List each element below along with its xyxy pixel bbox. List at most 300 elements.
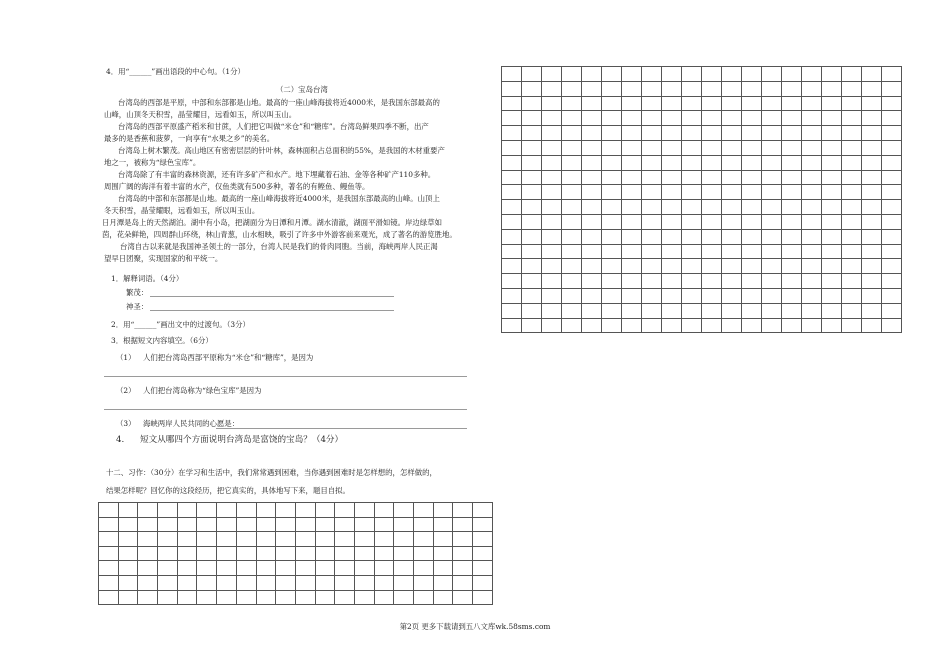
grid-cell[interactable] (355, 532, 375, 547)
grid-cell[interactable] (542, 215, 562, 230)
grid-cell[interactable] (522, 156, 542, 171)
grid-cell[interactable] (622, 319, 642, 334)
grid-cell[interactable] (722, 304, 742, 319)
grid-cell[interactable] (562, 171, 582, 186)
grid-cell[interactable] (622, 200, 642, 215)
grid-cell[interactable] (762, 185, 782, 200)
grid-cell[interactable] (542, 111, 562, 126)
grid-cell[interactable] (138, 532, 158, 547)
grid-cell[interactable] (682, 82, 702, 97)
grid-cell[interactable] (414, 518, 434, 533)
grid-cell[interactable] (702, 82, 722, 97)
grid-cell[interactable] (642, 259, 662, 274)
grid-cell[interactable] (375, 503, 395, 518)
grid-cell[interactable] (99, 503, 119, 518)
grid-cell[interactable] (742, 200, 762, 215)
grid-cell[interactable] (394, 547, 414, 562)
grid-cell[interactable] (662, 82, 682, 97)
grid-cell[interactable] (257, 547, 277, 562)
grid-cell[interactable] (622, 171, 642, 186)
grid-cell[interactable] (237, 518, 257, 533)
grid-cell[interactable] (862, 171, 882, 186)
grid-cell[interactable] (862, 289, 882, 304)
grid-cell[interactable] (522, 319, 542, 334)
grid-cell[interactable] (296, 532, 316, 547)
grid-cell[interactable] (622, 185, 642, 200)
grid-cell[interactable] (602, 200, 622, 215)
grid-cell[interactable] (722, 171, 742, 186)
grid-cell[interactable] (197, 518, 217, 533)
grid-cell[interactable] (522, 215, 542, 230)
grid-cell[interactable] (296, 503, 316, 518)
grid-cell[interactable] (542, 259, 562, 274)
grid-cell[interactable] (562, 67, 582, 82)
grid-cell[interactable] (542, 319, 562, 334)
grid-cell[interactable] (662, 171, 682, 186)
grid-cell[interactable] (562, 259, 582, 274)
grid-cell[interactable] (822, 156, 842, 171)
grid-cell[interactable] (355, 547, 375, 562)
grid-cell[interactable] (138, 503, 158, 518)
grid-cell[interactable] (802, 230, 822, 245)
grid-cell[interactable] (602, 259, 622, 274)
grid-cell[interactable] (782, 171, 802, 186)
grid-cell[interactable] (197, 532, 217, 547)
grid-cell[interactable] (237, 547, 257, 562)
grid-cell[interactable] (582, 156, 602, 171)
grid-cell[interactable] (882, 319, 902, 334)
grid-cell[interactable] (562, 156, 582, 171)
grid-cell[interactable] (642, 141, 662, 156)
grid-cell[interactable] (682, 274, 702, 289)
grid-cell[interactable] (237, 591, 257, 606)
grid-cell[interactable] (276, 532, 296, 547)
grid-cell[interactable] (562, 126, 582, 141)
grid-cell[interactable] (375, 591, 395, 606)
grid-cell[interactable] (762, 171, 782, 186)
grid-cell[interactable] (742, 156, 762, 171)
grid-cell[interactable] (762, 215, 782, 230)
grid-cell[interactable] (582, 185, 602, 200)
grid-cell[interactable] (842, 141, 862, 156)
grid-cell[interactable] (842, 304, 862, 319)
grid-cell[interactable] (522, 245, 542, 260)
grid-cell[interactable] (762, 97, 782, 112)
grid-cell[interactable] (802, 126, 822, 141)
grid-cell[interactable] (197, 561, 217, 576)
grid-cell[interactable] (178, 561, 198, 576)
grid-cell[interactable] (453, 503, 473, 518)
grid-cell[interactable] (562, 289, 582, 304)
grid-cell[interactable] (296, 547, 316, 562)
grid-cell[interactable] (642, 319, 662, 334)
grid-cell[interactable] (99, 518, 119, 533)
composition-grid-right[interactable] (501, 66, 902, 333)
grid-cell[interactable] (842, 67, 862, 82)
grid-cell[interactable] (662, 67, 682, 82)
grid-cell[interactable] (502, 82, 522, 97)
grid-cell[interactable] (502, 185, 522, 200)
grid-cell[interactable] (355, 503, 375, 518)
grid-cell[interactable] (394, 591, 414, 606)
grid-cell[interactable] (762, 274, 782, 289)
grid-cell[interactable] (99, 547, 119, 562)
grid-cell[interactable] (622, 111, 642, 126)
grid-cell[interactable] (682, 259, 702, 274)
grid-cell[interactable] (502, 245, 522, 260)
grid-cell[interactable] (802, 319, 822, 334)
grid-cell[interactable] (178, 547, 198, 562)
grid-cell[interactable] (822, 171, 842, 186)
grid-cell[interactable] (882, 97, 902, 112)
grid-cell[interactable] (602, 230, 622, 245)
grid-cell[interactable] (473, 518, 493, 533)
grid-cell[interactable] (582, 67, 602, 82)
grid-cell[interactable] (502, 289, 522, 304)
grid-cell[interactable] (394, 561, 414, 576)
grid-cell[interactable] (119, 576, 139, 591)
grid-cell[interactable] (276, 503, 296, 518)
grid-cell[interactable] (742, 230, 762, 245)
grid-cell[interactable] (99, 591, 119, 606)
grid-cell[interactable] (822, 185, 842, 200)
grid-cell[interactable] (722, 111, 742, 126)
grid-cell[interactable] (822, 245, 842, 260)
grid-cell[interactable] (453, 518, 473, 533)
grid-cell[interactable] (582, 274, 602, 289)
grid-cell[interactable] (662, 319, 682, 334)
grid-cell[interactable] (702, 156, 722, 171)
grid-cell[interactable] (842, 259, 862, 274)
grid-cell[interactable] (862, 215, 882, 230)
grid-cell[interactable] (434, 561, 454, 576)
grid-cell[interactable] (542, 274, 562, 289)
grid-cell[interactable] (158, 518, 178, 533)
grid-cell[interactable] (434, 518, 454, 533)
grid-cell[interactable] (257, 591, 277, 606)
grid-cell[interactable] (702, 126, 722, 141)
grid-cell[interactable] (702, 185, 722, 200)
answer-line-3-3[interactable] (216, 428, 467, 429)
grid-cell[interactable] (434, 503, 454, 518)
grid-cell[interactable] (602, 97, 622, 112)
grid-cell[interactable] (742, 319, 762, 334)
grid-cell[interactable] (257, 503, 277, 518)
grid-cell[interactable] (702, 274, 722, 289)
grid-cell[interactable] (582, 111, 602, 126)
grid-cell[interactable] (562, 215, 582, 230)
grid-cell[interactable] (582, 126, 602, 141)
grid-cell[interactable] (882, 111, 902, 126)
grid-cell[interactable] (742, 185, 762, 200)
grid-cell[interactable] (602, 274, 622, 289)
grid-cell[interactable] (622, 304, 642, 319)
grid-cell[interactable] (473, 503, 493, 518)
grid-cell[interactable] (158, 503, 178, 518)
grid-cell[interactable] (782, 289, 802, 304)
answer-line-fanmao[interactable] (150, 296, 394, 297)
grid-cell[interactable] (316, 503, 336, 518)
grid-cell[interactable] (217, 503, 237, 518)
grid-cell[interactable] (682, 171, 702, 186)
grid-cell[interactable] (582, 319, 602, 334)
grid-cell[interactable] (522, 185, 542, 200)
grid-cell[interactable] (522, 200, 542, 215)
grid-cell[interactable] (562, 319, 582, 334)
grid-cell[interactable] (722, 200, 742, 215)
grid-cell[interactable] (782, 304, 802, 319)
grid-cell[interactable] (842, 289, 862, 304)
grid-cell[interactable] (502, 111, 522, 126)
grid-cell[interactable] (502, 304, 522, 319)
grid-cell[interactable] (662, 230, 682, 245)
grid-cell[interactable] (99, 576, 119, 591)
grid-cell[interactable] (802, 259, 822, 274)
grid-cell[interactable] (742, 97, 762, 112)
grid-cell[interactable] (722, 141, 742, 156)
grid-cell[interactable] (722, 259, 742, 274)
grid-cell[interactable] (296, 518, 316, 533)
grid-cell[interactable] (355, 561, 375, 576)
grid-cell[interactable] (782, 274, 802, 289)
grid-cell[interactable] (562, 141, 582, 156)
grid-cell[interactable] (119, 547, 139, 562)
grid-cell[interactable] (862, 97, 882, 112)
grid-cell[interactable] (842, 82, 862, 97)
grid-cell[interactable] (522, 289, 542, 304)
grid-cell[interactable] (602, 67, 622, 82)
grid-cell[interactable] (722, 230, 742, 245)
grid-cell[interactable] (882, 245, 902, 260)
grid-cell[interactable] (335, 518, 355, 533)
grid-cell[interactable] (822, 141, 842, 156)
grid-cell[interactable] (662, 126, 682, 141)
grid-cell[interactable] (762, 245, 782, 260)
grid-cell[interactable] (682, 230, 702, 245)
grid-cell[interactable] (582, 289, 602, 304)
grid-cell[interactable] (582, 200, 602, 215)
grid-cell[interactable] (582, 245, 602, 260)
grid-cell[interactable] (642, 304, 662, 319)
grid-cell[interactable] (782, 141, 802, 156)
grid-cell[interactable] (802, 171, 822, 186)
grid-cell[interactable] (394, 503, 414, 518)
grid-cell[interactable] (762, 319, 782, 334)
grid-cell[interactable] (453, 547, 473, 562)
grid-cell[interactable] (702, 111, 722, 126)
grid-cell[interactable] (782, 126, 802, 141)
grid-cell[interactable] (882, 215, 902, 230)
grid-cell[interactable] (138, 576, 158, 591)
grid-cell[interactable] (502, 141, 522, 156)
grid-cell[interactable] (682, 319, 702, 334)
grid-cell[interactable] (762, 111, 782, 126)
grid-cell[interactable] (502, 274, 522, 289)
grid-cell[interactable] (316, 518, 336, 533)
grid-cell[interactable] (842, 97, 862, 112)
grid-cell[interactable] (335, 532, 355, 547)
grid-cell[interactable] (217, 547, 237, 562)
grid-cell[interactable] (542, 97, 562, 112)
grid-cell[interactable] (762, 126, 782, 141)
grid-cell[interactable] (642, 67, 662, 82)
grid-cell[interactable] (414, 561, 434, 576)
grid-cell[interactable] (602, 156, 622, 171)
grid-cell[interactable] (502, 319, 522, 334)
grid-cell[interactable] (642, 156, 662, 171)
grid-cell[interactable] (882, 304, 902, 319)
grid-cell[interactable] (502, 259, 522, 274)
grid-cell[interactable] (119, 532, 139, 547)
grid-cell[interactable] (882, 156, 902, 171)
grid-cell[interactable] (862, 259, 882, 274)
grid-cell[interactable] (582, 230, 602, 245)
grid-cell[interactable] (842, 319, 862, 334)
grid-cell[interactable] (842, 185, 862, 200)
grid-cell[interactable] (842, 215, 862, 230)
grid-cell[interactable] (522, 82, 542, 97)
grid-cell[interactable] (296, 576, 316, 591)
grid-cell[interactable] (762, 304, 782, 319)
grid-cell[interactable] (822, 230, 842, 245)
grid-cell[interactable] (414, 576, 434, 591)
grid-cell[interactable] (473, 591, 493, 606)
grid-cell[interactable] (882, 185, 902, 200)
grid-cell[interactable] (882, 141, 902, 156)
grid-cell[interactable] (642, 230, 662, 245)
grid-cell[interactable] (622, 245, 642, 260)
grid-cell[interactable] (882, 289, 902, 304)
grid-cell[interactable] (434, 576, 454, 591)
grid-cell[interactable] (414, 503, 434, 518)
composition-grid-bottom[interactable] (98, 502, 493, 605)
grid-cell[interactable] (257, 561, 277, 576)
grid-cell[interactable] (682, 185, 702, 200)
grid-cell[interactable] (662, 185, 682, 200)
grid-cell[interactable] (158, 591, 178, 606)
grid-cell[interactable] (522, 304, 542, 319)
grid-cell[interactable] (197, 547, 217, 562)
grid-cell[interactable] (842, 245, 862, 260)
grid-cell[interactable] (602, 245, 622, 260)
grid-cell[interactable] (782, 215, 802, 230)
grid-cell[interactable] (158, 532, 178, 547)
grid-cell[interactable] (375, 518, 395, 533)
grid-cell[interactable] (862, 185, 882, 200)
grid-cell[interactable] (217, 561, 237, 576)
grid-cell[interactable] (842, 200, 862, 215)
grid-cell[interactable] (722, 156, 742, 171)
grid-cell[interactable] (642, 200, 662, 215)
grid-cell[interactable] (276, 591, 296, 606)
grid-cell[interactable] (822, 274, 842, 289)
grid-cell[interactable] (197, 576, 217, 591)
grid-cell[interactable] (502, 215, 522, 230)
grid-cell[interactable] (355, 518, 375, 533)
grid-cell[interactable] (662, 97, 682, 112)
grid-cell[interactable] (502, 126, 522, 141)
grid-cell[interactable] (602, 141, 622, 156)
grid-cell[interactable] (178, 518, 198, 533)
grid-cell[interactable] (394, 518, 414, 533)
grid-cell[interactable] (582, 141, 602, 156)
grid-cell[interactable] (802, 200, 822, 215)
grid-cell[interactable] (237, 503, 257, 518)
grid-cell[interactable] (802, 215, 822, 230)
grid-cell[interactable] (522, 126, 542, 141)
grid-cell[interactable] (722, 245, 742, 260)
grid-cell[interactable] (473, 547, 493, 562)
grid-cell[interactable] (702, 304, 722, 319)
grid-cell[interactable] (702, 67, 722, 82)
grid-cell[interactable] (822, 304, 842, 319)
grid-cell[interactable] (742, 171, 762, 186)
grid-cell[interactable] (562, 185, 582, 200)
grid-cell[interactable] (138, 561, 158, 576)
grid-cell[interactable] (802, 141, 822, 156)
grid-cell[interactable] (682, 245, 702, 260)
grid-cell[interactable] (742, 289, 762, 304)
grid-cell[interactable] (682, 156, 702, 171)
grid-cell[interactable] (882, 230, 902, 245)
grid-cell[interactable] (562, 111, 582, 126)
grid-cell[interactable] (602, 215, 622, 230)
grid-cell[interactable] (622, 215, 642, 230)
grid-cell[interactable] (197, 503, 217, 518)
grid-cell[interactable] (722, 82, 742, 97)
grid-cell[interactable] (682, 200, 702, 215)
grid-cell[interactable] (473, 532, 493, 547)
grid-cell[interactable] (602, 304, 622, 319)
grid-cell[interactable] (375, 547, 395, 562)
grid-cell[interactable] (522, 259, 542, 274)
grid-cell[interactable] (782, 156, 802, 171)
grid-cell[interactable] (682, 304, 702, 319)
grid-cell[interactable] (642, 274, 662, 289)
grid-cell[interactable] (742, 126, 762, 141)
grid-cell[interactable] (394, 532, 414, 547)
grid-cell[interactable] (622, 67, 642, 82)
grid-cell[interactable] (414, 532, 434, 547)
grid-cell[interactable] (276, 547, 296, 562)
grid-cell[interactable] (682, 97, 702, 112)
grid-cell[interactable] (522, 274, 542, 289)
grid-cell[interactable] (662, 245, 682, 260)
grid-cell[interactable] (682, 215, 702, 230)
grid-cell[interactable] (276, 561, 296, 576)
grid-cell[interactable] (622, 156, 642, 171)
grid-cell[interactable] (762, 156, 782, 171)
answer-line-shensheng[interactable] (150, 310, 394, 311)
grid-cell[interactable] (782, 82, 802, 97)
grid-cell[interactable] (375, 561, 395, 576)
grid-cell[interactable] (394, 576, 414, 591)
grid-cell[interactable] (642, 215, 662, 230)
grid-cell[interactable] (862, 111, 882, 126)
grid-cell[interactable] (862, 156, 882, 171)
grid-cell[interactable] (582, 259, 602, 274)
grid-cell[interactable] (802, 97, 822, 112)
grid-cell[interactable] (355, 576, 375, 591)
grid-cell[interactable] (882, 67, 902, 82)
grid-cell[interactable] (335, 547, 355, 562)
grid-cell[interactable] (882, 82, 902, 97)
grid-cell[interactable] (453, 561, 473, 576)
grid-cell[interactable] (316, 532, 336, 547)
grid-cell[interactable] (702, 319, 722, 334)
grid-cell[interactable] (502, 67, 522, 82)
grid-cell[interactable] (158, 561, 178, 576)
